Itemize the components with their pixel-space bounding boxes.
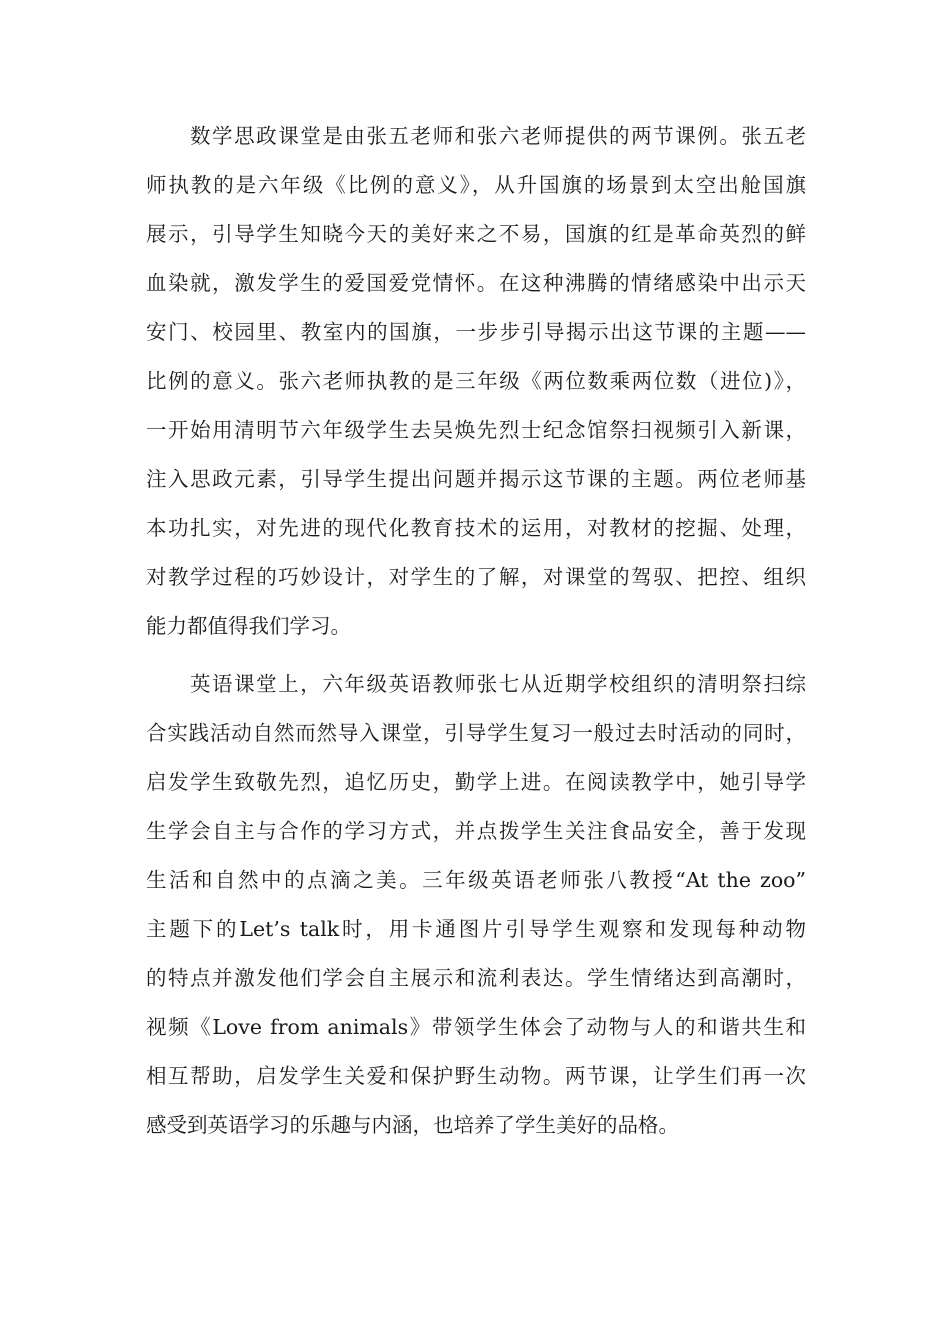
text-line: 的特点并激发他们学会自主展示和流利表达。学生情绪达到高潮时， xyxy=(146,966,806,990)
text-line: 生活和自然中的点滴之美。三年级英语老师张八教授“At the zoo” xyxy=(146,868,806,892)
text-line: 主题下的Let’s talk时，用卡通图片引导学生观察和发现每种动物 xyxy=(146,917,806,941)
text-line: 生学会自主与合作的学习方式，并点拨学生关注食品安全，善于发现 xyxy=(146,819,806,843)
text-line: 相互帮助，启发学生关爱和保护野生动物。两节课，让学生们再一次 xyxy=(146,1064,806,1088)
text-line: 安门、校园里、教室内的国旗，一步步引导揭示出这节课的主题—— xyxy=(146,320,806,344)
text-line: 本功扎实，对先进的现代化教育技术的运用，对教材的挖掘、处理， xyxy=(146,516,806,540)
text-line: 合实践活动自然而然导入课堂，引导学生复习一般过去时活动的同时， xyxy=(146,721,806,745)
text-line: 一开始用清明节六年级学生去吴焕先烈士纪念馆祭扫视频引入新课， xyxy=(146,418,806,442)
text-line: 能力都值得我们学习。 xyxy=(146,614,351,638)
text-line: 视频《Love from animals》带领学生体会了动物与人的和谐共生和 xyxy=(146,1015,806,1039)
text-line: 数学思政课堂是由张五老师和张六老师提供的两节课例。张五老 xyxy=(190,124,806,148)
paragraph-math-lessons xyxy=(146,112,806,651)
text-line: 比例的意义。张六老师执教的是三年级《两位数乘两位数（进位)》， xyxy=(146,369,806,393)
text-line: 展示，引导学生知晓今天的美好来之不易，国旗的红是革命英烈的鲜 xyxy=(146,222,806,246)
text-line: 血染就，激发学生的爱国爱党情怀。在这种沸腾的情绪感染中出示天 xyxy=(146,271,806,295)
text-line: 师执教的是六年级《比例的意义》，从升国旗的场景到太空出舱国旗 xyxy=(146,173,806,197)
text-line: 对教学过程的巧妙设计，对学生的了解，对课堂的驾驭、把控、组织 xyxy=(146,565,806,589)
text-line: 启发学生致敬先烈，追忆历史，勤学上进。在阅读教学中，她引导学 xyxy=(146,770,806,794)
text-line: 感受到英语学习的乐趣与内涵，也培养了学生美好的品格。 xyxy=(146,1113,679,1137)
text-line: 英语课堂上，六年级英语教师张七从近期学校组织的清明祭扫综 xyxy=(190,672,806,696)
text-line: 注入思政元素，引导学生提出问题并揭示这节课的主题。两位老师基 xyxy=(146,467,806,491)
paragraph-english-lessons xyxy=(146,660,806,1150)
